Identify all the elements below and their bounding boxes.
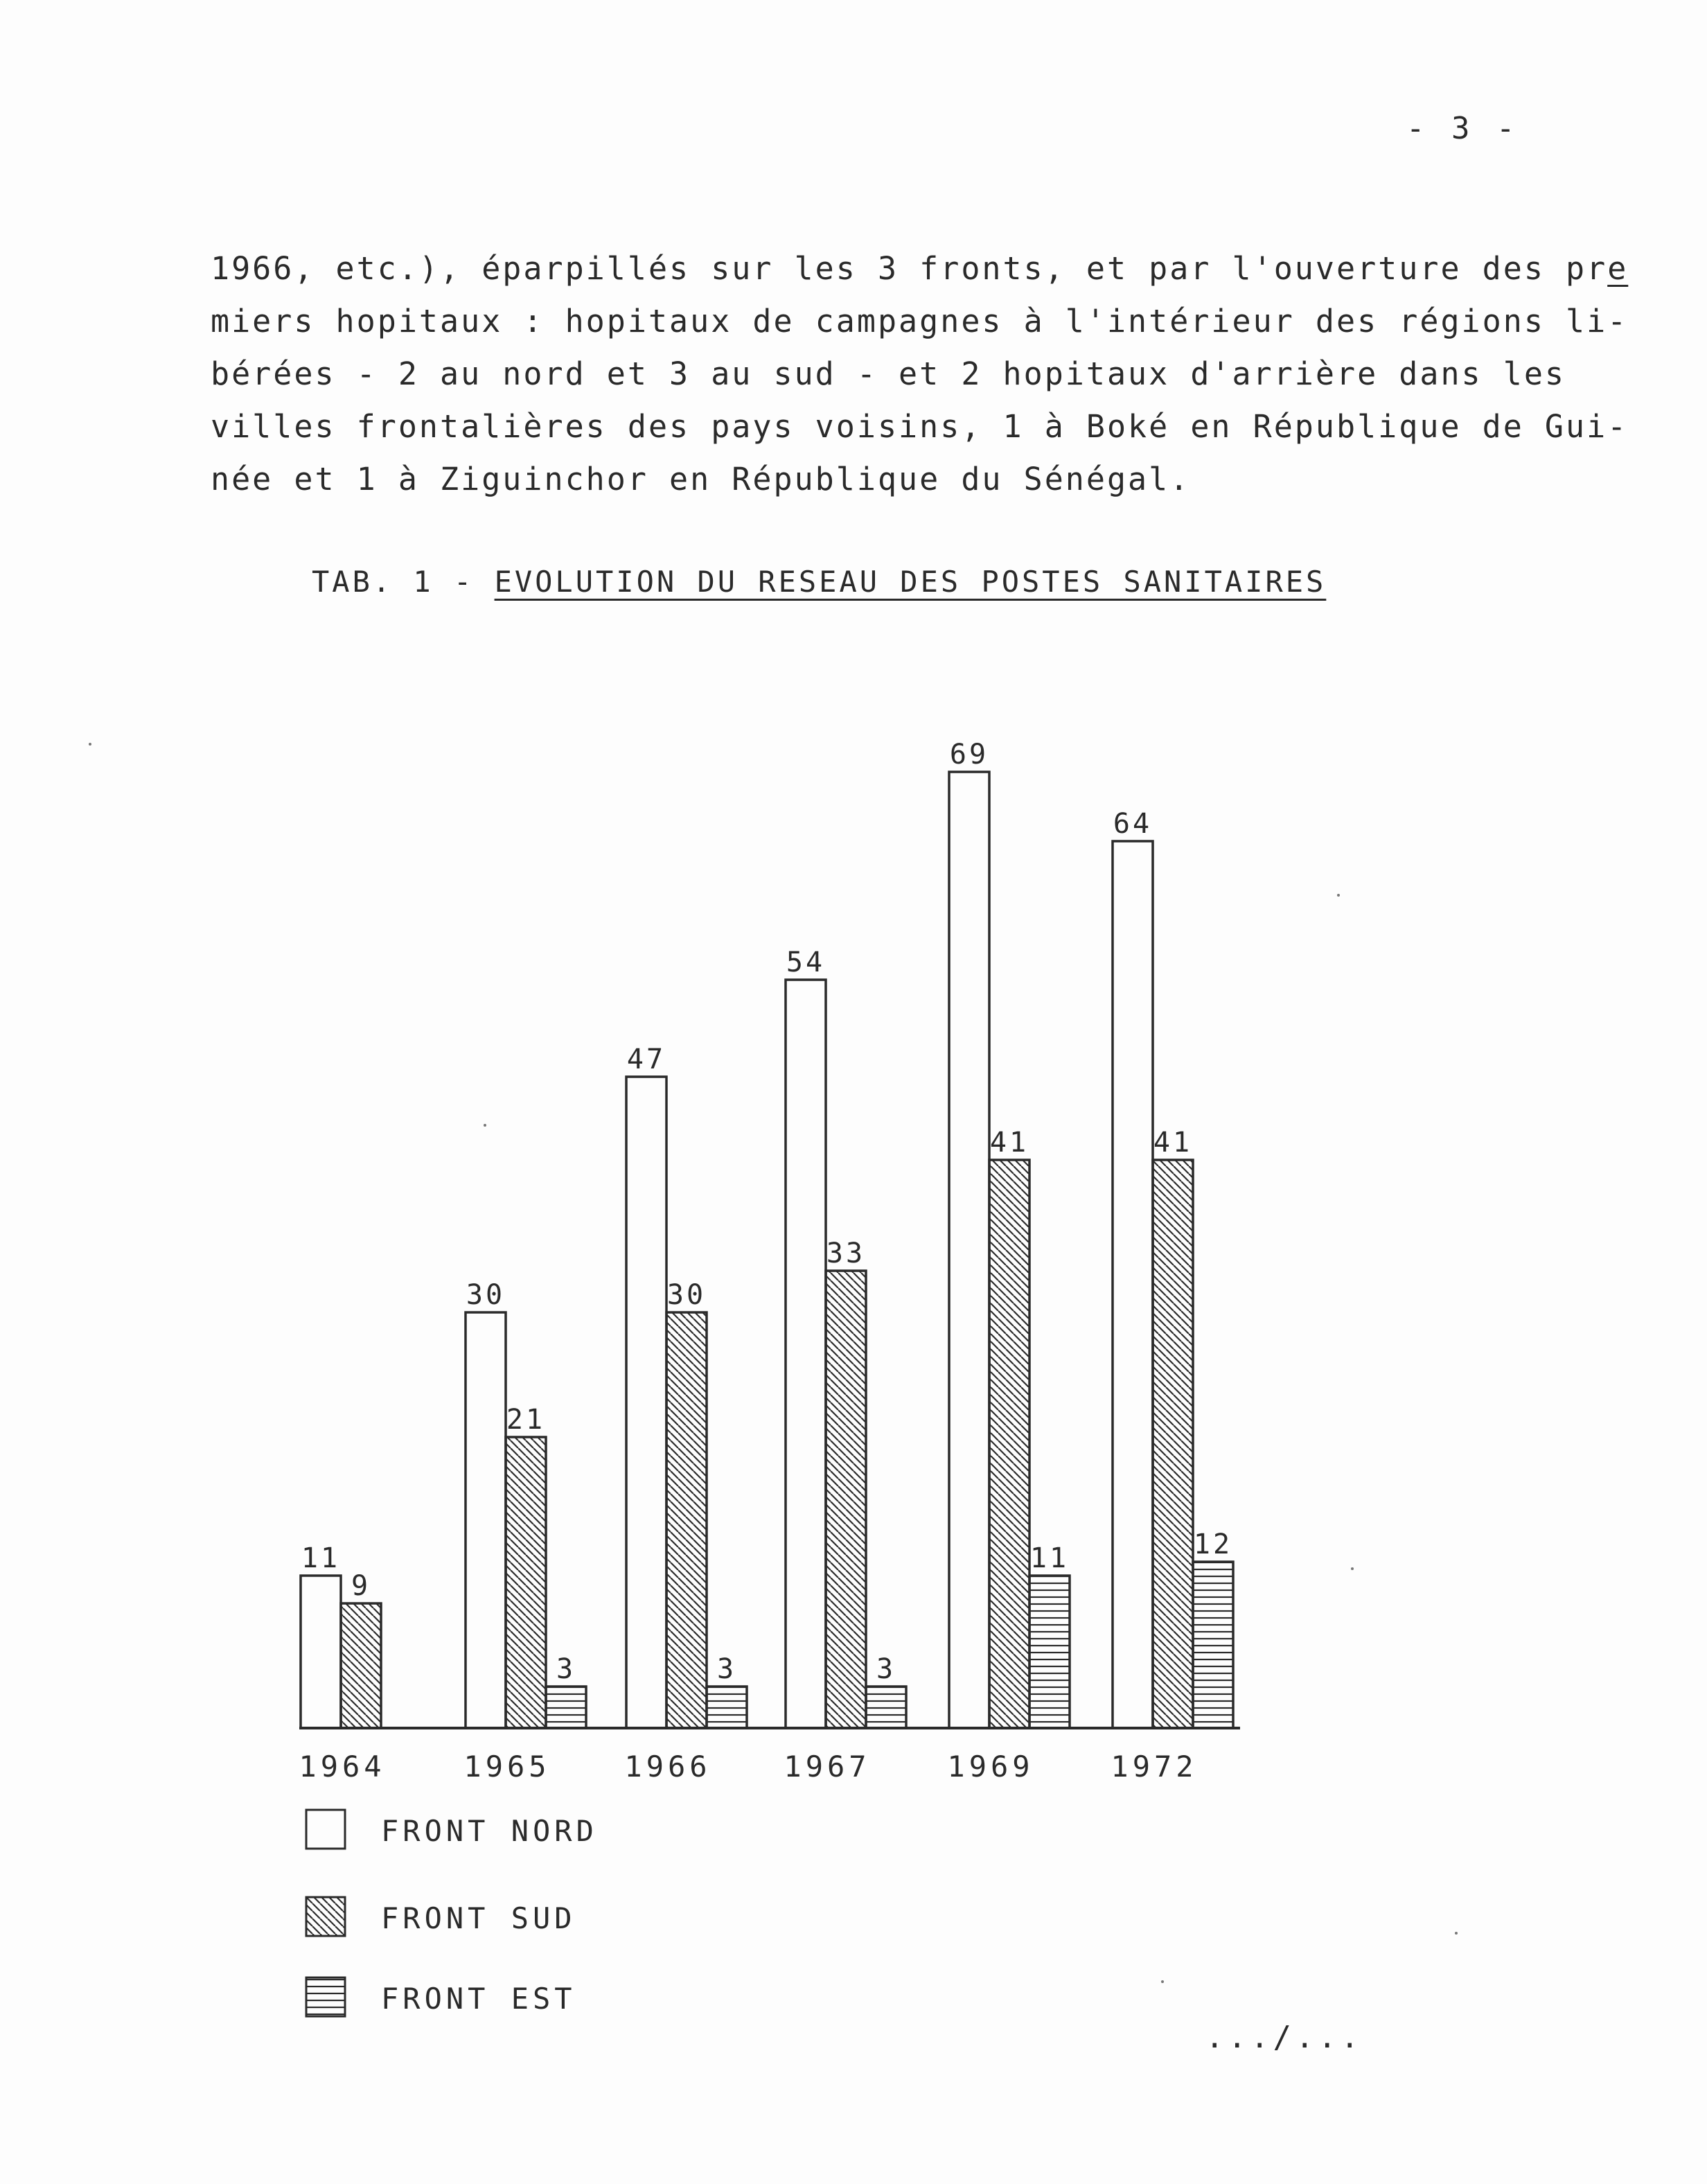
scan-speck — [484, 1124, 486, 1127]
paragraph-line-4: villes frontalières des pays voisins, 1 à Boké en République de Gui- — [211, 408, 1629, 445]
bar-front-nord-1965 — [466, 1312, 506, 1728]
bar-front-est-1966 — [707, 1687, 747, 1728]
value-label-front-est-1966: 3 — [716, 1653, 737, 1685]
scan-speck — [1337, 894, 1340, 897]
value-label-front-nord-1964: 11 — [301, 1542, 341, 1574]
value-label-front-sud-1966: 30 — [666, 1279, 707, 1311]
bar-front-sud-1964 — [341, 1603, 381, 1728]
value-label-front-est-1967: 3 — [876, 1653, 896, 1685]
value-label-front-nord-1972: 64 — [1113, 808, 1153, 840]
value-label-front-est-1965: 3 — [556, 1653, 576, 1685]
value-label-front-nord-1967: 54 — [786, 946, 826, 978]
continuation-mark: .../... — [1205, 2020, 1363, 2055]
legend-swatch-front-nord — [305, 1808, 346, 1850]
bar-front-sud-1965 — [506, 1437, 546, 1728]
scan-speck — [1455, 1932, 1458, 1935]
legend-swatch-front-est — [305, 1976, 346, 2018]
bar-front-nord-1972 — [1113, 841, 1153, 1728]
value-label-front-sud-1965: 21 — [506, 1404, 546, 1436]
category-label-1972: 1972 — [1111, 1750, 1198, 1784]
bars-layer — [301, 772, 1233, 1728]
paragraph-line-3: bérées - 2 au nord et 3 au sud - et 2 hopitaux d'arrière dans les — [211, 355, 1566, 392]
paragraph-line-1: 1966, etc.), éparpillés sur les 3 fronts, et par l'ouverture des pre — [211, 250, 1629, 287]
paragraph-line-5: née et 1 à Ziguinchor en République du Sénégal. — [211, 461, 1191, 497]
value-label-front-sud-1967: 33 — [826, 1238, 866, 1269]
legend-label-front-sud: FRONT SUD — [381, 1901, 576, 1935]
legend-swatch-front-sud — [305, 1896, 346, 1937]
bar-front-sud-1966 — [666, 1312, 707, 1728]
category-label-1965: 1965 — [463, 1750, 551, 1784]
value-labels-layer — [301, 739, 1232, 1685]
scan-speck — [1161, 1980, 1164, 1983]
legend-label-front-est: FRONT EST — [381, 1982, 576, 2016]
category-label-1966: 1966 — [624, 1750, 711, 1784]
bar-front-sud-1967 — [826, 1271, 866, 1728]
category-label-1964: 1964 — [299, 1750, 386, 1784]
category-label-1969: 1969 — [947, 1750, 1034, 1784]
category-label-1967: 1967 — [784, 1750, 871, 1784]
bar-front-est-1967 — [866, 1687, 906, 1728]
bar-front-est-1969 — [1029, 1576, 1070, 1728]
table-title-prefix: TAB. 1 - — [312, 565, 495, 599]
bar-front-nord-1966 — [626, 1077, 666, 1728]
paragraph-line-2: miers hopitaux : hopitaux de campagnes à l'intérieur des régions li- — [211, 303, 1629, 340]
category-labels-layer — [299, 1750, 1197, 1784]
value-label-front-sud-1969: 41 — [989, 1127, 1029, 1159]
bar-front-sud-1969 — [989, 1160, 1029, 1728]
value-label-front-nord-1969: 69 — [949, 739, 989, 770]
value-label-front-nord-1966: 47 — [626, 1043, 666, 1075]
bar-front-nord-1967 — [786, 980, 826, 1728]
value-label-front-nord-1965: 30 — [466, 1279, 506, 1311]
bar-front-est-1972 — [1193, 1562, 1233, 1728]
value-label-front-sud-1972: 41 — [1153, 1127, 1193, 1159]
bar-front-nord-1964 — [301, 1576, 341, 1728]
page-number: - 3 - — [1406, 111, 1519, 146]
legend-item-front-sud — [298, 1896, 714, 1940]
bar-front-sud-1972 — [1153, 1160, 1193, 1728]
bar-front-est-1965 — [546, 1687, 586, 1728]
table-title-main: EVOLUTION DU RESEAU DES POSTES SANITAIRES — [494, 565, 1327, 599]
value-label-front-sud-1964: 9 — [351, 1570, 371, 1602]
legend-item-front-nord — [298, 1808, 714, 1853]
value-label-front-est-1972: 12 — [1193, 1529, 1233, 1560]
legend-item-front-est — [298, 1976, 714, 2020]
scan-speck — [89, 743, 91, 746]
legend-label-front-nord: FRONT NORD — [381, 1814, 598, 1848]
bar-front-nord-1969 — [949, 772, 989, 1728]
scan-speck — [1351, 1567, 1354, 1570]
value-label-front-est-1969: 11 — [1029, 1542, 1070, 1574]
